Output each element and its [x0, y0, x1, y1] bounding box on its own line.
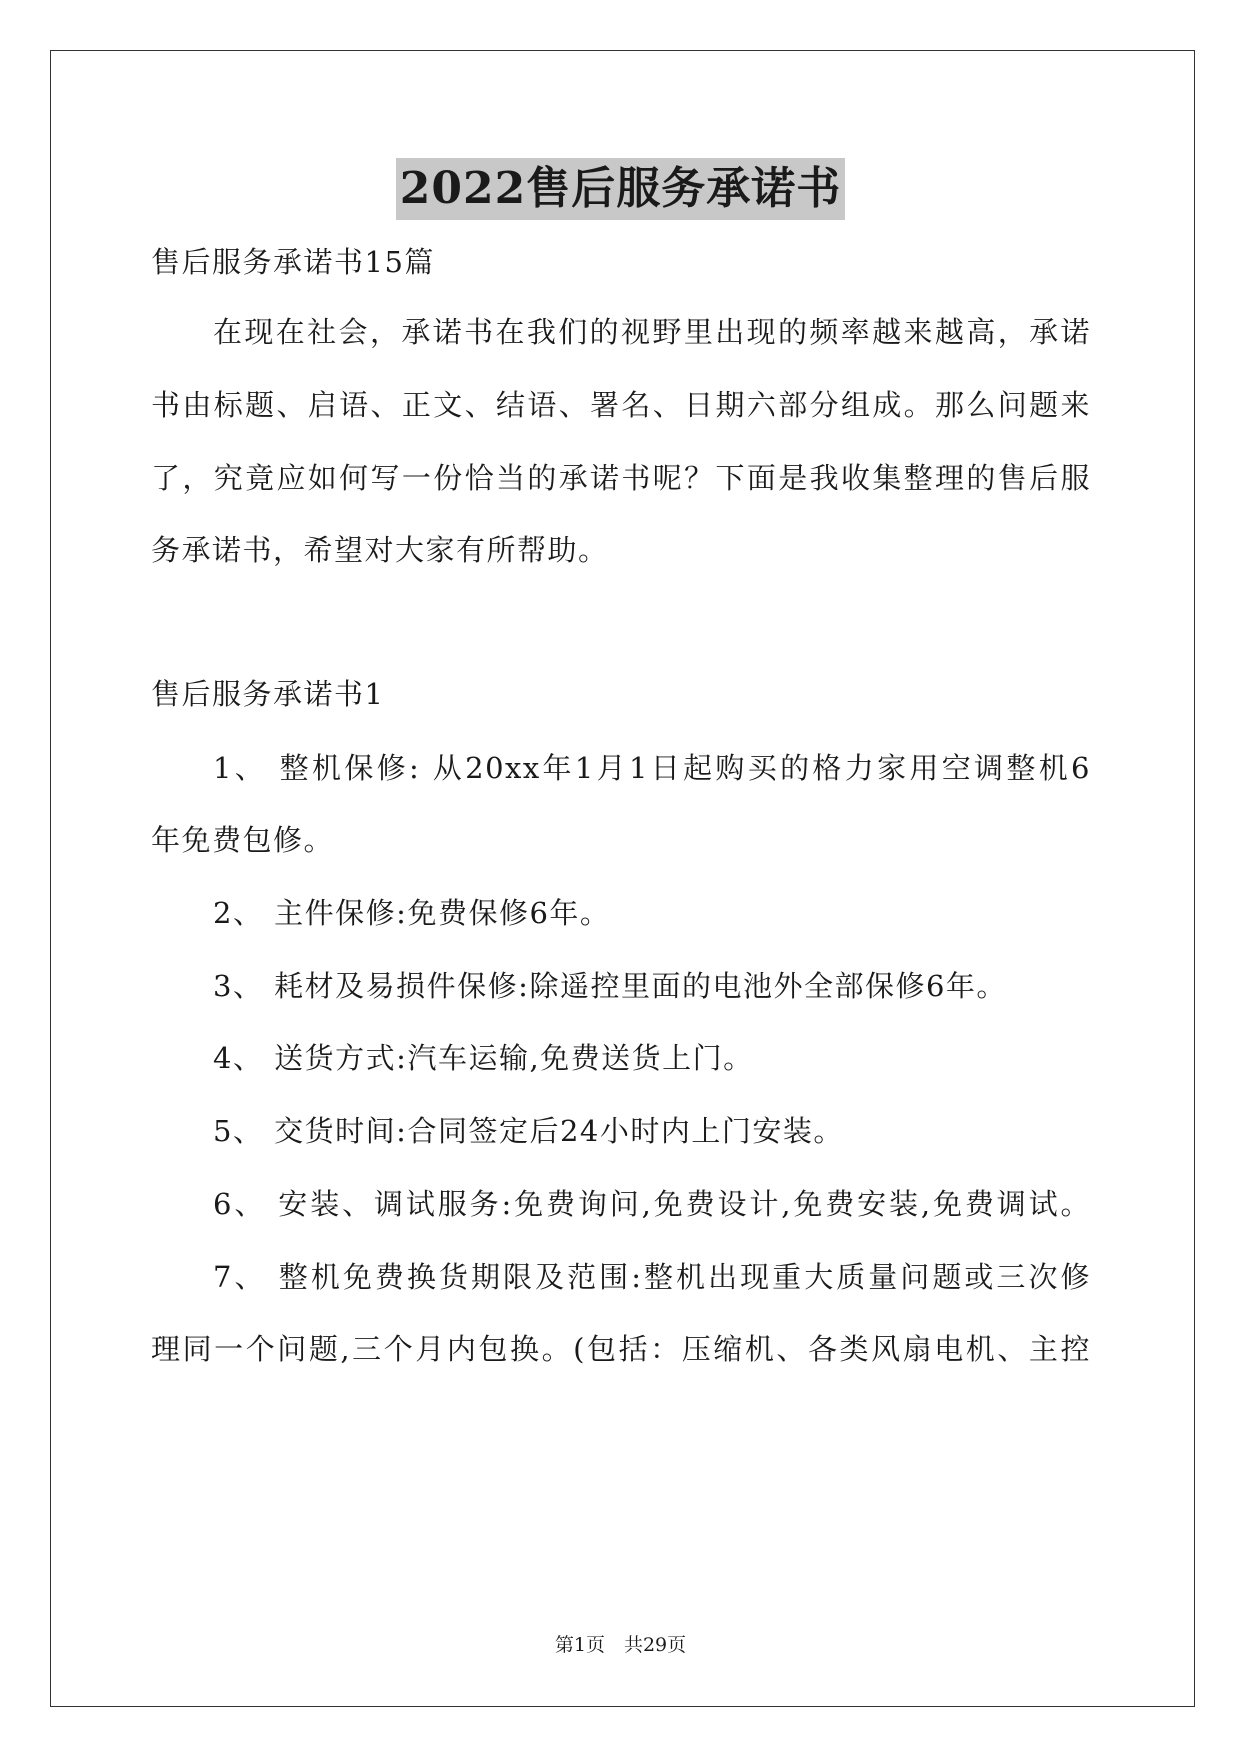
list-item-3: 3、 耗材及易损件保修:除遥控里面的电池外全部保修6年。	[213, 969, 1007, 1003]
title-container	[0, 158, 1241, 220]
list-item-2: 2、 主件保修:免费保修6年。	[213, 896, 611, 930]
intro-line-3: 了，究竟应如何写一份恰当的承诺书呢？下面是我收集整理的售后服	[151, 461, 1091, 495]
intro-line-2: 书由标题、启语、正文、结语、署名、日期六部分组成。那么问题来	[151, 388, 1091, 422]
section-heading: 售后服务承诺书1	[151, 677, 385, 711]
intro-line-4: 务承诺书，希望对大家有所帮助。	[151, 533, 609, 567]
document-title: 2022售后服务承诺书	[396, 158, 845, 220]
list-item-5: 5、 交货时间:合同签定后24小时内上门安装。	[213, 1114, 844, 1148]
list-item-4: 4、 送货方式:汽车运输,免费送货上门。	[213, 1041, 754, 1075]
list-item-7-continued: 理同一个问题,三个月内包换。(包括：压缩机、各类风扇电机、主控	[151, 1332, 1091, 1366]
intro-line-1: 在现在社会，承诺书在我们的视野里出现的频率越来越高，承诺	[213, 315, 1091, 349]
list-item-7: 7、 整机免费换货期限及范围:整机出现重大质量问题或三次修	[213, 1260, 1091, 1294]
list-item-1-continued: 年免费包修。	[151, 823, 335, 857]
subtitle: 售后服务承诺书15篇	[151, 245, 435, 279]
page-footer: 第1页 共29页	[554, 1634, 687, 1656]
page-border	[50, 50, 1195, 1707]
list-item-6: 6、 安装、调试服务:免费询问,免费设计,免费安装,免费调试。	[213, 1187, 1091, 1221]
list-item-1: 1、 整机保修: 从20xx年1月1日起购买的格力家用空调整机6	[213, 751, 1091, 785]
